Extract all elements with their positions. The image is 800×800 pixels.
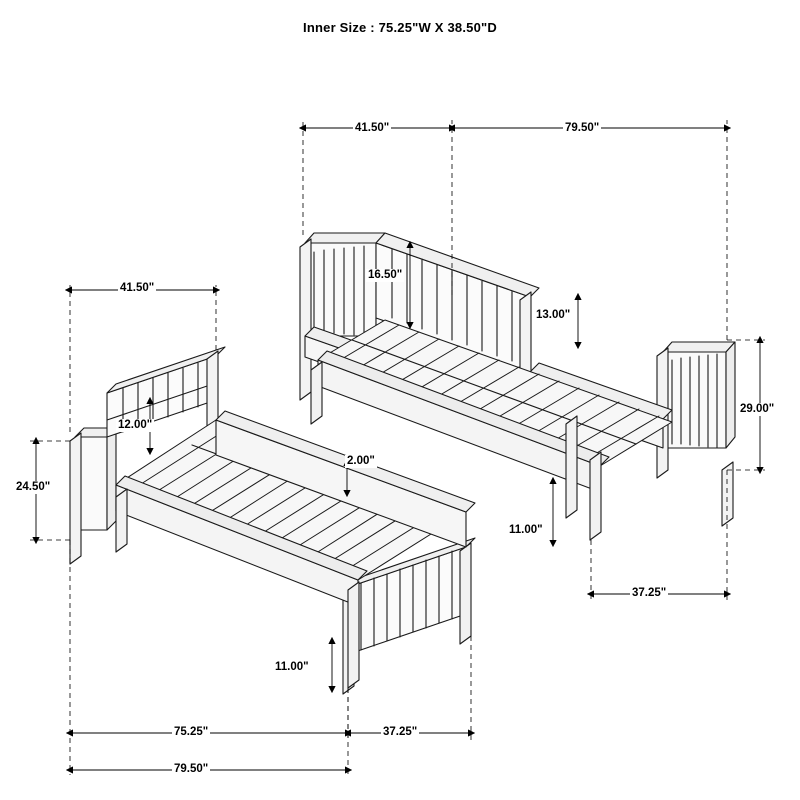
dim-overall-height: 24.50"	[16, 481, 51, 493]
upper-bed-headboard	[657, 342, 735, 526]
dim-leg-clearance-right: 11.00"	[509, 524, 543, 536]
dim-slat-thickness: 2.00"	[347, 455, 375, 467]
dim-inner-length: 75.25"	[174, 726, 209, 738]
dim-leg-clearance-lower: 11.00"	[275, 661, 309, 673]
dimension-lines	[30, 120, 765, 775]
page-title: Inner Size : 75.25"W X 38.50"D	[303, 20, 497, 35]
dim-upper-width-left: 41.50"	[355, 122, 390, 134]
dim-rail-inner-height: 13.00"	[536, 309, 571, 321]
dim-upper-length-top: 79.50"	[565, 122, 600, 134]
dim-depth-right: 37.25"	[632, 587, 667, 599]
lower-bed-headboard	[70, 428, 116, 564]
dim-overall-length: 79.50"	[174, 763, 209, 775]
dim-depth-lower: 37.25"	[383, 726, 418, 738]
dim-lower-width-top: 41.50"	[120, 282, 155, 294]
dim-headboard-height: 29.00"	[740, 403, 775, 415]
dim-rail-height: 16.50"	[368, 269, 403, 281]
dim-footboard-height: 12.00"	[118, 419, 153, 431]
